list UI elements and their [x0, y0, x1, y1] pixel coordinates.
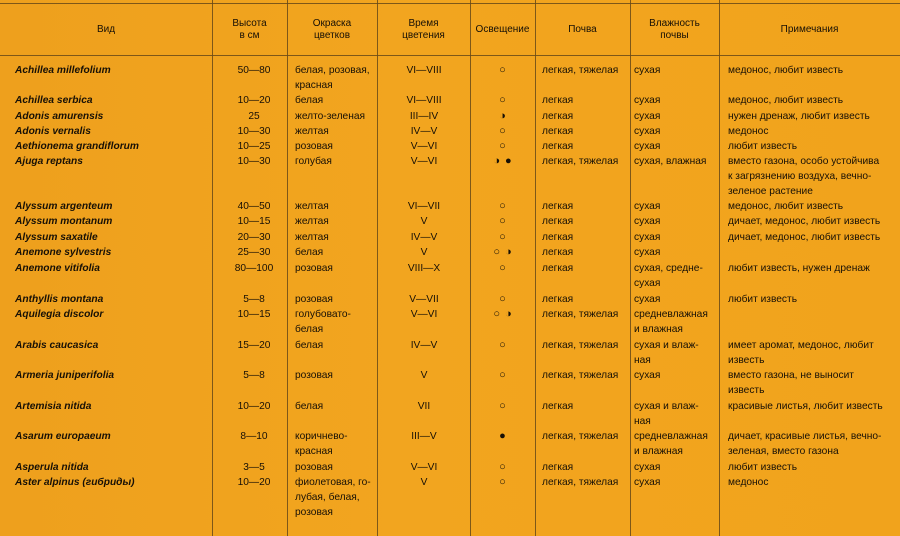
cell-notes: нужен дренаж, любит известь — [728, 111, 870, 122]
cell-soil: легкая — [542, 216, 574, 227]
cell-bloom-time: VI—VIII — [406, 95, 442, 106]
cell-species: Aquilegia discolor — [15, 309, 104, 320]
cell-light: ○ ◑ — [493, 308, 513, 320]
cell-light: ○ — [499, 140, 507, 152]
cell-soil: легкая — [542, 462, 574, 473]
cell-bloom-time: IV—V — [410, 126, 438, 137]
cell-light: ○ — [499, 339, 507, 351]
cell-height: 25 — [248, 111, 260, 122]
cell-light: ○ — [499, 293, 507, 305]
cell-height: 80—100 — [234, 263, 274, 274]
cell-light: ◑ — [499, 110, 507, 122]
cell-flower-color: желто-зеленая — [295, 111, 365, 122]
cell-soil: легкая — [542, 111, 574, 122]
header-bloom-time: Время цветения — [402, 18, 445, 41]
cell-notes: медонос, любит известь — [728, 65, 844, 76]
cell-notes: любит известь, нужен дренаж — [728, 263, 870, 274]
cell-soil: легкая, тяжелая — [542, 65, 619, 76]
column-divider — [535, 0, 536, 536]
cell-height: 10—25 — [237, 141, 271, 152]
cell-bloom-time: V — [420, 247, 428, 258]
cell-bloom-time: VI—VIII — [406, 65, 442, 76]
cell-height: 10—20 — [237, 477, 271, 488]
cell-light: ○ — [499, 231, 507, 243]
cell-flower-color: розовая — [295, 370, 333, 381]
cell-notes: медонос — [728, 126, 769, 137]
cell-flower-color: белая — [295, 340, 324, 351]
cell-light: ● — [499, 430, 507, 442]
cell-height: 50—80 — [237, 65, 271, 76]
cell-flower-color: коричнево- красная — [295, 431, 348, 457]
cell-bloom-time: III—IV — [409, 111, 439, 122]
cell-light: ○ — [499, 94, 507, 106]
cell-soil: легкая, тяжелая — [542, 340, 619, 351]
cell-soil-moisture: сухая, влажная — [634, 156, 707, 167]
cell-height: 10—15 — [237, 309, 271, 320]
cell-bloom-time: IV—V — [410, 340, 438, 351]
cell-notes: любит известь — [728, 462, 797, 473]
cell-soil: легкая, тяжелая — [542, 156, 619, 167]
cell-light: ○ — [499, 400, 507, 412]
cell-bloom-time: V—VII — [409, 294, 439, 305]
cell-species: Armeria juniperifolia — [15, 370, 115, 381]
cell-height: 10—20 — [237, 401, 271, 412]
cell-flower-color: розовая — [295, 263, 333, 274]
cell-flower-color: белая, розовая, красная — [295, 65, 370, 91]
cell-notes: дичает, медонос, любит известь — [728, 232, 881, 243]
cell-species: Artemisia nitida — [15, 401, 92, 412]
cell-soil-moisture: сухая — [634, 111, 661, 122]
cell-soil-moisture: сухая — [634, 216, 661, 227]
cell-height: 10—30 — [237, 126, 271, 137]
cell-light: ○ — [499, 64, 507, 76]
cell-soil: легкая — [542, 263, 574, 274]
cell-light: ○ — [499, 461, 507, 473]
cell-soil-moisture: сухая — [634, 247, 661, 258]
cell-species: Alyssum saxatile — [15, 232, 98, 243]
cell-species: Anemone vitifolia — [15, 263, 100, 274]
cell-soil: легкая, тяжелая — [542, 370, 619, 381]
cell-species: Ajuga reptans — [15, 156, 83, 167]
cell-soil-moisture: сухая — [634, 370, 661, 381]
cell-soil-moisture: сухая — [634, 201, 661, 212]
cell-species: Achillea serbica — [15, 95, 93, 106]
cell-soil-moisture: сухая — [634, 65, 661, 76]
cell-notes: дичает, красивые листья, вечно- зеленая, вместо газона — [728, 431, 882, 457]
cell-light: ◑ ● — [493, 155, 513, 167]
cell-species: Alyssum argenteum — [15, 201, 113, 212]
cell-bloom-time: V—VI — [410, 156, 438, 167]
cell-soil-moisture: сухая — [634, 477, 661, 488]
cell-notes: дичает, медонос, любит известь — [728, 216, 881, 227]
cell-species: Asperula nitida — [15, 462, 89, 473]
cell-soil-moisture: средневлажная и влажная — [634, 309, 708, 335]
cell-flower-color: розовая — [295, 141, 333, 152]
cell-notes: медонос — [728, 477, 769, 488]
cell-light: ○ — [499, 476, 507, 488]
cell-soil: легкая — [542, 401, 574, 412]
cell-soil: легкая, тяжелая — [542, 309, 619, 320]
cell-height: 40—50 — [237, 201, 271, 212]
cell-height: 5—8 — [243, 370, 265, 381]
cell-height: 10—20 — [237, 95, 271, 106]
cell-bloom-time: V — [420, 370, 428, 381]
cell-bloom-time: IV—V — [410, 232, 438, 243]
cell-species: Anemone sylvestris — [15, 247, 112, 258]
cell-species: Asarum europaeum — [15, 431, 111, 442]
cell-flower-color: белая — [295, 247, 324, 258]
cell-soil: легкая, тяжелая — [542, 431, 619, 442]
cell-light: ○ ◑ — [493, 246, 513, 258]
cell-bloom-time: V—VI — [410, 141, 438, 152]
cell-flower-color: розовая — [295, 462, 333, 473]
cell-bloom-time: V—VI — [410, 462, 438, 473]
header-height: Высота в см — [232, 18, 267, 41]
cell-soil: легкая — [542, 95, 574, 106]
cell-species: Aethionema grandiflorum — [15, 141, 139, 152]
cell-soil: легкая — [542, 294, 574, 305]
cell-light: ○ — [499, 262, 507, 274]
cell-height: 10—15 — [237, 216, 271, 227]
cell-flower-color: желтая — [295, 216, 329, 227]
cell-soil-moisture: сухая — [634, 232, 661, 243]
cell-flower-color: желтая — [295, 126, 329, 137]
cell-height: 15—20 — [237, 340, 271, 351]
cell-soil-moisture: сухая, средне- сухая — [634, 263, 703, 289]
cell-height: 3—5 — [243, 462, 265, 473]
cell-soil: легкая — [542, 232, 574, 243]
cell-soil-moisture: сухая и влаж- ная — [634, 401, 699, 427]
cell-light: ○ — [499, 369, 507, 381]
cell-soil-moisture: средневлажная и влажная — [634, 431, 708, 457]
cell-species: Adonis amurensis — [15, 111, 104, 122]
cell-notes: вместо газона, особо устойчива к загрязнению воздуха, вечно- зеленое растение — [728, 156, 880, 197]
cell-notes: любит известь — [728, 141, 797, 152]
header-bottom-rule — [0, 55, 900, 56]
cell-soil-moisture: сухая — [634, 294, 661, 305]
cell-flower-color: желтая — [295, 232, 329, 243]
cell-flower-color: голубовато- белая — [295, 309, 351, 335]
cell-flower-color: белая — [295, 401, 324, 412]
column-divider — [287, 0, 288, 536]
header-notes: Примечания — [780, 24, 839, 35]
header-light: Освещение — [475, 24, 530, 35]
cell-soil-moisture: сухая — [634, 126, 661, 137]
cell-bloom-time: VIII—X — [407, 263, 441, 274]
cell-soil: легкая — [542, 247, 574, 258]
cell-notes: имеет аромат, медонос, любит известь — [728, 340, 874, 366]
cell-notes: красивые листья, любит известь — [728, 401, 883, 412]
cell-notes: вместо газона, не выносит известь — [728, 370, 854, 396]
cell-soil: легкая — [542, 126, 574, 137]
cell-height: 10—30 — [237, 156, 271, 167]
cell-bloom-time: VII — [417, 401, 431, 412]
cell-flower-color: желтая — [295, 201, 329, 212]
cell-soil: легкая — [542, 141, 574, 152]
cell-bloom-time: III—V — [411, 431, 437, 442]
cell-bloom-time: V — [420, 216, 428, 227]
cell-height: 5—8 — [243, 294, 265, 305]
cell-flower-color: фиолетовая, го- лубая, белая, розовая — [295, 477, 371, 518]
cell-soil-moisture: сухая — [634, 95, 661, 106]
column-divider — [212, 0, 213, 536]
cell-species: Alyssum montanum — [15, 216, 113, 227]
cell-soil-moisture: сухая — [634, 141, 661, 152]
cell-bloom-time: VI—VII — [407, 201, 441, 212]
cell-bloom-time: V—VI — [410, 309, 438, 320]
cell-species: Arabis caucasica — [15, 340, 99, 351]
cell-species: Aster alpinus (гибриды) — [15, 477, 135, 488]
cell-notes: медонос, любит известь — [728, 95, 844, 106]
cell-soil-moisture: сухая — [634, 462, 661, 473]
cell-soil: легкая, тяжелая — [542, 477, 619, 488]
cell-species: Achillea millefolium — [15, 65, 111, 76]
cell-notes: любит известь — [728, 294, 797, 305]
cell-soil: легкая — [542, 201, 574, 212]
cell-bloom-time: V — [420, 477, 428, 488]
cell-light: ○ — [499, 215, 507, 227]
header-soil-moisture: Влажность почвы — [649, 18, 700, 41]
cell-flower-color: белая — [295, 95, 324, 106]
header-soil: Почва — [568, 24, 597, 35]
cell-notes: медонос, любит известь — [728, 201, 844, 212]
cell-height: 25—30 — [237, 247, 271, 258]
cell-species: Adonis vernalis — [15, 126, 91, 137]
cell-species: Anthyllis montana — [15, 294, 104, 305]
cell-flower-color: розовая — [295, 294, 333, 305]
cell-soil-moisture: сухая и влаж- ная — [634, 340, 699, 366]
cell-flower-color: голубая — [295, 156, 332, 167]
header-species: Вид — [96, 24, 116, 35]
header-flower-color: Окраска цветков — [312, 18, 352, 41]
cell-light: ○ — [499, 125, 507, 137]
cell-height: 20—30 — [237, 232, 271, 243]
cell-height: 8—10 — [240, 431, 268, 442]
header-top-rule — [0, 3, 900, 4]
cell-light: ○ — [499, 200, 507, 212]
